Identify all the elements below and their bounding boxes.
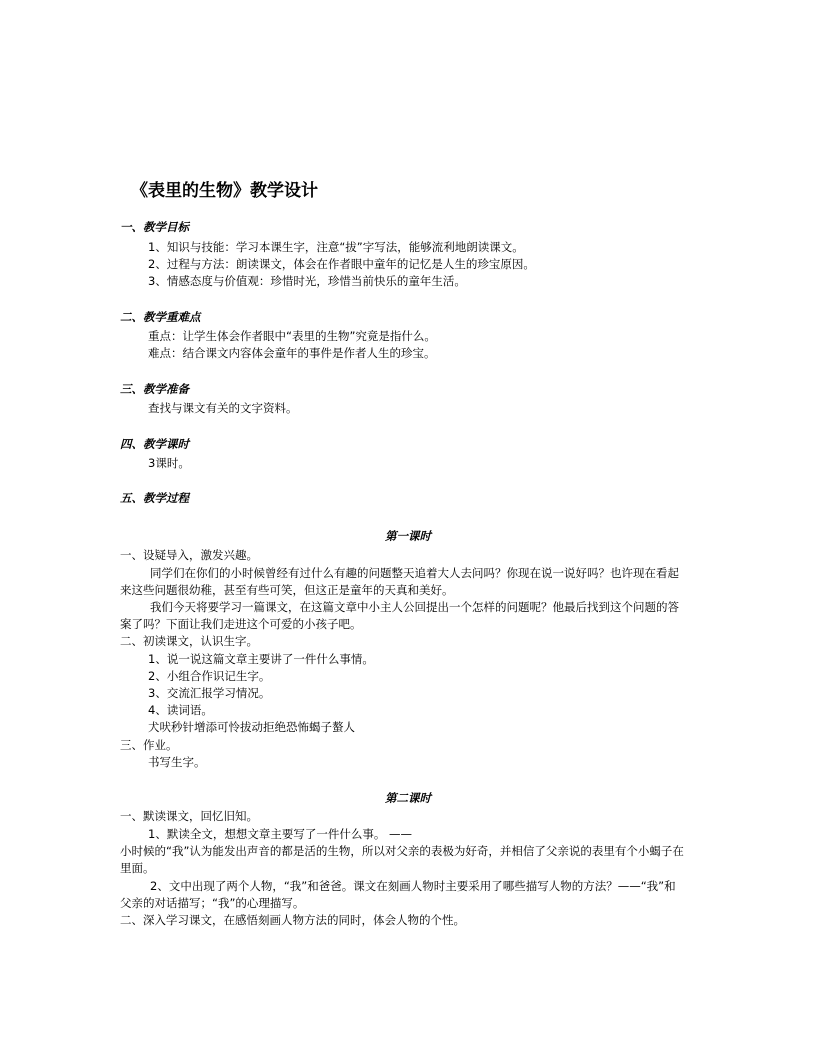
lesson2-step2: 二、深入学习课文，在感悟刻画人物方法的同时，体会人物的个性。: [120, 913, 465, 927]
lesson1-paragraph1: 同学们在你们的小时候曾经有过什么有趣的问题整天追着大人去问吗？你现在说一说好吗？也许现在看起来这些问题很幼稚，甚至有些可笑，但这正是童年的天真和美好。: [120, 566, 679, 597]
lesson2-heading: 第二课时: [385, 791, 431, 805]
goal-item-3: 3、情感态度与价值观：珍惜时光，珍惜当前快乐的童年生活。: [148, 274, 466, 288]
lesson1-item-3: 3、交流汇报学习情况。: [148, 686, 271, 700]
section-heading-hours: 四、教学课时: [120, 437, 189, 451]
section-heading-prep: 三、教学准备: [120, 382, 189, 396]
keypoint-item-2: 难点：结合课文内容体会童年的事件是作者人生的珍宝。: [148, 346, 436, 360]
lesson1-words: 犬吠秒针增添可怜拔动拒绝恐怖蝎子螯人: [148, 720, 355, 734]
goal-item-1: 1、知识与技能：学习本课生字，注意“拔”字写法，能够流利地朗读课文。: [148, 240, 524, 254]
prep-text: 查找与课文有关的文字资料。: [148, 401, 298, 415]
section-heading-process: 五、教学过程: [120, 491, 189, 505]
lesson2-step1: 一、默读课文，回忆旧知。: [120, 809, 258, 823]
lesson1-homework: 书写生字。: [148, 755, 206, 769]
section-heading-keypoints: 二、教学重难点: [120, 310, 201, 324]
goal-item-2: 2、过程与方法：朗读课文，体会在作者眼中童年的记忆是人生的珍宝原因。: [148, 257, 535, 271]
lesson1-item-1: 1、说一说这篇文章主要讲了一件什么事情。: [148, 652, 374, 666]
lesson2-item-1: 1、默读全文，想想文章主要写了一件什么事。 ——: [148, 827, 412, 841]
lesson1-step3: 三、作业。: [120, 738, 178, 752]
lesson1-step1: 一、设疑导入，激发兴趣。: [120, 548, 258, 562]
keypoint-item-1: 重点：让学生体会作者眼中“表里的生物”究竟是指什么。: [148, 329, 436, 343]
lesson1-step2: 二、初读课文，认识生字。: [120, 634, 258, 648]
hours-text: 3课时。: [148, 456, 190, 470]
lesson2-item-2: 2、文中出现了两个人物，“我”和爸爸。课文在刻画人物时主要采用了哪些描写人物的方法？——“我”和父亲的对话描写；“我”的心理描写。: [120, 879, 676, 910]
lesson1-item-2: 2、小组合作识记生字。: [148, 669, 271, 683]
document-title: 《表里的生物》教学设计: [131, 181, 318, 201]
lesson1-item-4: 4、读词语。: [148, 703, 213, 717]
lesson1-heading: 第一课时: [385, 529, 431, 543]
lesson1-paragraph2: 我们今天将要学习一篇课文，在这篇文章中小主人公回提出一个怎样的问题呢？他最后找到这个问题的答案了吗？下面让我们走进这个可爱的小孩子吧。: [120, 600, 679, 631]
section-heading-goals: 一、教学目标: [120, 220, 189, 234]
lesson2-item-1-answer: 小时候的“我”认为能发出声音的都是活的生物，所以对父亲的表极为好奇，并相信了父亲说的表里有个小蝎子在里面。: [120, 844, 684, 875]
